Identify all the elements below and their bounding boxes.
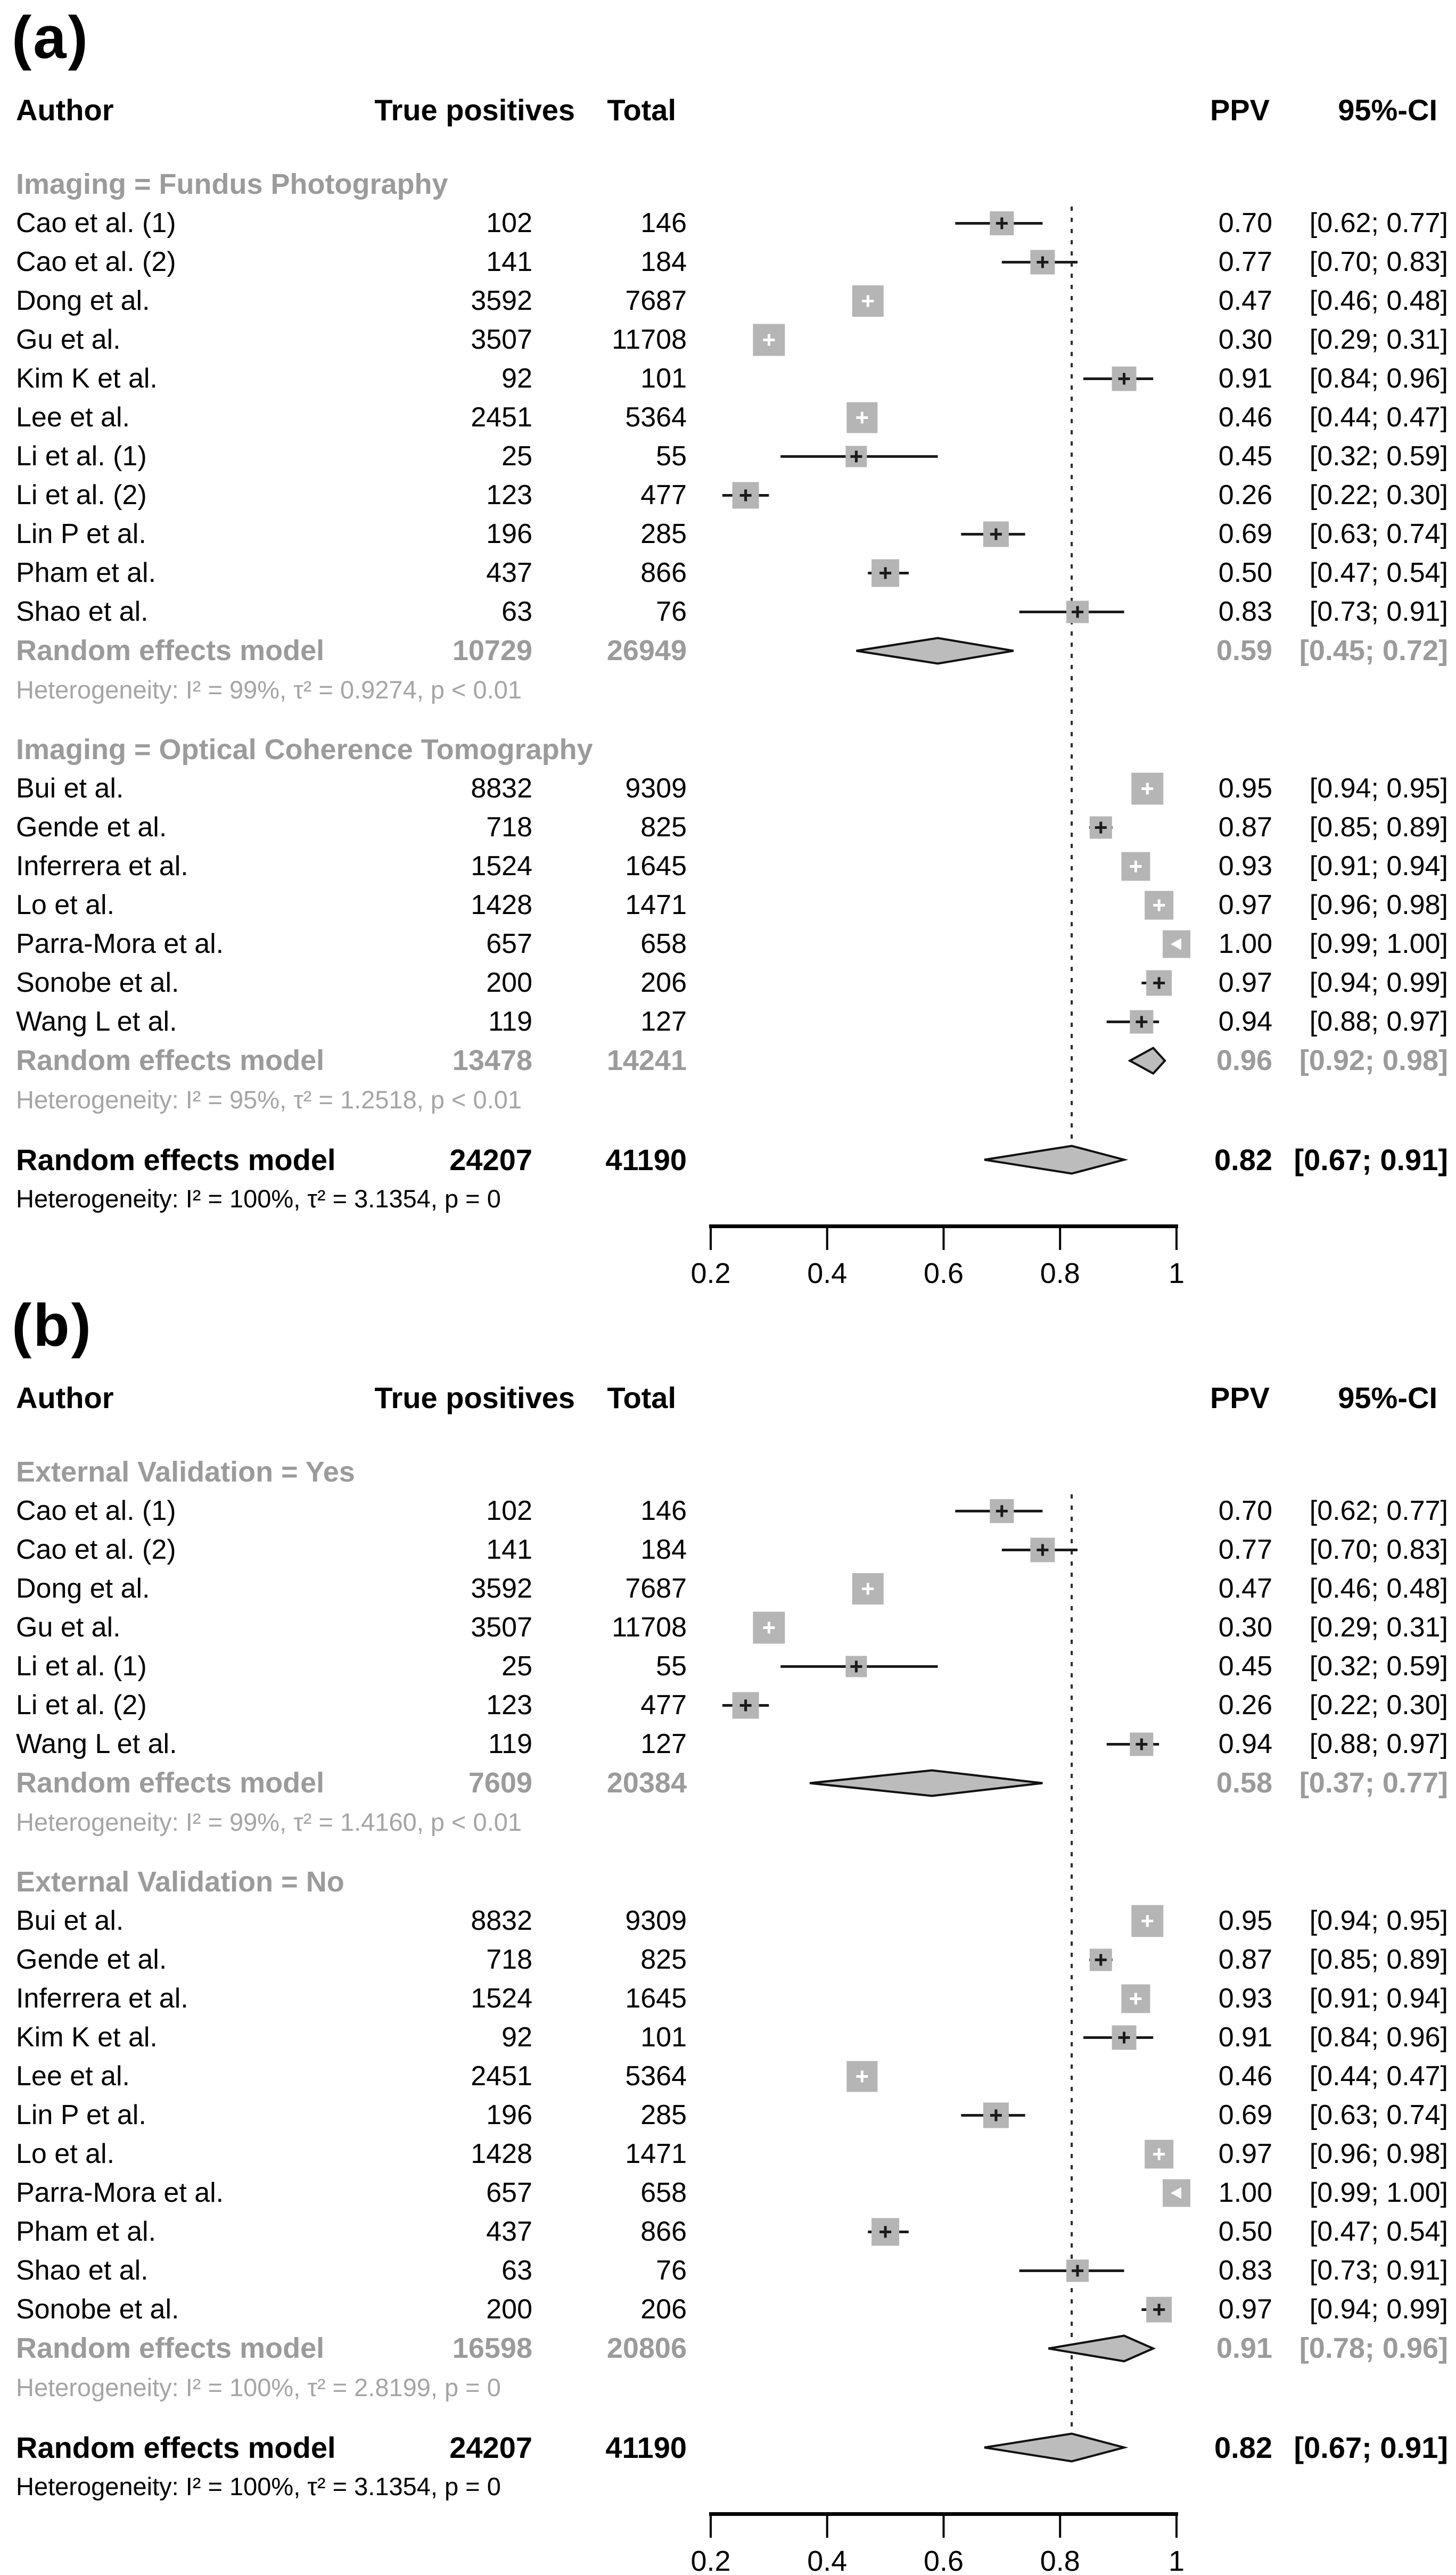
study-row-tp-cell: 3592 xyxy=(471,1573,532,1604)
study-row-ci-cell: [0.94; 0.95] xyxy=(1309,1905,1448,1936)
subgroup-summary-row-tp-cell: 10729 xyxy=(452,635,532,667)
heterogeneity-note: Heterogeneity: I² = 95%, τ² = 1.2518, p < 0.01 xyxy=(16,1085,522,1114)
study-row-ci-cell: [0.73; 0.91] xyxy=(1309,2255,1448,2286)
study-row-total-cell: 9309 xyxy=(625,773,687,804)
axis-tick-label: 0.4 xyxy=(807,1257,848,1287)
study-row-author-cell: Cao et al. (2) xyxy=(16,1534,176,1565)
study-row-ci-cell: [0.84; 0.96] xyxy=(1309,363,1448,394)
study-row-total-cell: 55 xyxy=(656,1651,687,1682)
study-row-ci-cell: [0.62; 0.77] xyxy=(1309,1495,1448,1526)
study-row-ppv-cell: 0.83 xyxy=(1218,2255,1272,2286)
study-row-ppv-cell: 0.97 xyxy=(1218,2138,1272,2169)
study-row-total-cell: 127 xyxy=(640,1729,687,1759)
subgroup-summary-row-total-cell: 20384 xyxy=(606,1767,687,1799)
study-row-tp-cell: 141 xyxy=(486,246,532,277)
study-row-ci-cell: [0.99; 1.00] xyxy=(1309,2177,1448,2208)
study-row-tp-cell: 196 xyxy=(486,2100,532,2130)
study-row-ppv-cell: 0.69 xyxy=(1218,519,1272,549)
study-row-total-cell: 76 xyxy=(656,2255,687,2286)
subgroup-summary-row-ppv-cell: 0.91 xyxy=(1216,2332,1272,2364)
study-row-total-cell: 866 xyxy=(640,2216,687,2247)
study-row-total-cell: 7687 xyxy=(625,1573,687,1604)
study-row-author-cell: Lin P et al. xyxy=(16,2100,146,2130)
study-row-ci-cell: [0.94; 0.99] xyxy=(1309,2294,1448,2325)
study-row-ci-cell: [0.63; 0.74] xyxy=(1309,519,1448,549)
study-row-tp-cell: 657 xyxy=(486,928,532,959)
column-header-true-positives: True positives xyxy=(374,1381,575,1414)
study-row-author-cell: Cao et al. (1) xyxy=(16,1495,176,1526)
study-row-total-cell: 7687 xyxy=(625,285,687,316)
study-row-total-cell: 285 xyxy=(640,519,687,549)
study-row-author-cell: Li et al. (2) xyxy=(16,1690,147,1721)
study-row-ppv-cell: 0.95 xyxy=(1218,773,1272,804)
study-row-ci-cell: [0.96; 0.98] xyxy=(1309,2138,1448,2169)
study-row-author-cell: Bui et al. xyxy=(16,1905,124,1936)
study-row-ppv-cell: 0.97 xyxy=(1218,2294,1272,2325)
axis-tick-label: 0.2 xyxy=(690,2545,731,2575)
study-row-ppv-cell: 0.26 xyxy=(1218,480,1272,511)
study-row-author-cell: Dong et al. xyxy=(16,1573,150,1604)
study-row-total-cell: 477 xyxy=(640,1690,687,1721)
subgroup-heading: Imaging = Optical Coherence Tomography xyxy=(16,734,593,766)
study-row-ci-cell: [0.85; 0.89] xyxy=(1309,812,1448,843)
axis-tick-label: 1 xyxy=(1168,2545,1185,2575)
study-row-author-cell: Pham et al. xyxy=(16,557,157,588)
study-row-ci-cell: [0.63; 0.74] xyxy=(1309,2100,1448,2130)
study-row-ppv-cell: 0.93 xyxy=(1218,1983,1272,2014)
study-row-tp-cell: 119 xyxy=(488,1006,532,1037)
study-row-total-cell: 146 xyxy=(640,1495,687,1526)
study-row-author-cell: Lee et al. xyxy=(16,2061,130,2092)
overall-summary-row-ci-cell: [0.67; 0.91] xyxy=(1294,1143,1448,1177)
summary-diamond xyxy=(1048,2336,1153,2362)
overall-summary-row-total-cell: 41190 xyxy=(605,2431,687,2464)
study-row-total-cell: 477 xyxy=(640,480,687,511)
overall-heterogeneity-note: Heterogeneity: I² = 100%, τ² = 3.1354, p = 0 xyxy=(16,1184,501,1213)
study-row-ppv-cell: 0.94 xyxy=(1218,1006,1272,1037)
study-row-ppv-cell: 0.70 xyxy=(1218,1495,1272,1526)
subgroup-summary-row-author-cell: Random effects model xyxy=(16,635,325,667)
study-row-tp-cell: 196 xyxy=(486,519,532,549)
study-row-tp-cell: 8832 xyxy=(471,773,532,804)
study-row-ci-cell: [0.70; 0.83] xyxy=(1309,246,1448,277)
column-header-ci: 95%-CI xyxy=(1338,93,1437,127)
study-row-tp-cell: 123 xyxy=(486,1690,532,1721)
study-row-tp-cell: 25 xyxy=(501,1651,532,1682)
study-row-total-cell: 9309 xyxy=(625,1905,687,1936)
study-row-total-cell: 146 xyxy=(640,208,687,238)
study-row-ci-cell: [0.44; 0.47] xyxy=(1309,402,1448,433)
subgroup-summary-row-tp-cell: 13478 xyxy=(452,1044,532,1076)
study-row-ci-cell: [0.22; 0.30] xyxy=(1309,1690,1448,1721)
study-row-total-cell: 866 xyxy=(640,557,687,588)
study-row-tp-cell: 657 xyxy=(486,2177,532,2208)
study-row-tp-cell: 437 xyxy=(486,2216,532,2247)
study-row-author-cell: Bui et al. xyxy=(16,773,124,804)
study-row-tp-cell: 63 xyxy=(501,596,532,627)
subgroup-summary-row-tp-cell: 7609 xyxy=(468,1767,532,1799)
study-row-ppv-cell: 0.77 xyxy=(1218,1534,1272,1565)
study-row-ci-cell: [0.46; 0.48] xyxy=(1309,285,1448,316)
axis-tick-label: 0.6 xyxy=(923,1257,964,1287)
study-row-total-cell: 76 xyxy=(656,596,687,627)
study-row-ci-cell: [0.32; 0.59] xyxy=(1309,1651,1448,1682)
study-row-ppv-cell: 0.91 xyxy=(1218,2022,1272,2053)
overall-summary-row-ppv-cell: 0.82 xyxy=(1214,2431,1272,2464)
study-row-tp-cell: 2451 xyxy=(471,402,532,433)
study-row-author-cell: Sonobe et al. xyxy=(16,967,179,998)
study-row-ppv-cell: 0.87 xyxy=(1218,812,1272,843)
study-row-tp-cell: 123 xyxy=(486,480,532,511)
study-row-tp-cell: 3507 xyxy=(471,1612,532,1643)
subgroup-summary-row-ppv-cell: 0.59 xyxy=(1216,635,1272,667)
study-row-ppv-cell: 0.97 xyxy=(1218,967,1272,998)
subgroup-summary-row-ci-cell: [0.92; 0.98] xyxy=(1299,1044,1448,1076)
study-row-tp-cell: 63 xyxy=(501,2255,532,2286)
study-row-ci-cell: [0.29; 0.31] xyxy=(1309,1612,1448,1643)
study-row-total-cell: 184 xyxy=(640,1534,687,1565)
study-row-ci-cell: [0.73; 0.91] xyxy=(1309,596,1448,627)
study-row-author-cell: Parra-Mora et al. xyxy=(16,928,224,959)
study-row-author-cell: Sonobe et al. xyxy=(16,2294,179,2325)
column-header-ppv: PPV xyxy=(1210,1381,1270,1414)
study-row-ci-cell: [0.91; 0.94] xyxy=(1309,851,1448,882)
study-row-tp-cell: 1428 xyxy=(471,890,532,920)
column-header-true-positives: True positives xyxy=(374,93,575,127)
column-header-total: Total xyxy=(607,93,676,127)
study-row-ci-cell: [0.99; 1.00] xyxy=(1309,928,1448,959)
study-row-ci-cell: [0.94; 0.95] xyxy=(1309,773,1448,804)
axis-tick-label: 0.6 xyxy=(923,2545,964,2575)
study-row-tp-cell: 1524 xyxy=(471,1983,532,2014)
subgroup-summary-row-ci-cell: [0.78; 0.96] xyxy=(1299,2332,1448,2364)
study-row-tp-cell: 119 xyxy=(488,1729,532,1759)
summary-diamond xyxy=(810,1771,1043,1796)
study-row-ppv-cell: 0.97 xyxy=(1218,890,1272,920)
study-row-tp-cell: 3592 xyxy=(471,285,532,316)
study-row-author-cell: Shao et al. xyxy=(16,596,149,627)
study-row-total-cell: 825 xyxy=(640,1944,687,1975)
subgroup-summary-row-ppv-cell: 0.58 xyxy=(1216,1767,1272,1799)
study-row-tp-cell: 92 xyxy=(501,363,532,394)
study-row-ppv-cell: 1.00 xyxy=(1218,928,1272,959)
heterogeneity-note: Heterogeneity: I² = 99%, τ² = 1.4160, p < 0.01 xyxy=(16,1808,522,1836)
overall-summary-row-ci-cell: [0.67; 0.91] xyxy=(1294,2431,1448,2464)
study-row-ppv-cell: 0.87 xyxy=(1218,1944,1272,1975)
study-row-author-cell: Dong et al. xyxy=(16,285,150,316)
study-row-ppv-cell: 1.00 xyxy=(1218,2177,1272,2208)
study-row-ppv-cell: 0.50 xyxy=(1218,557,1272,588)
study-row-ppv-cell: 0.26 xyxy=(1218,1690,1272,1721)
study-row-tp-cell: 437 xyxy=(486,557,532,588)
study-row-total-cell: 11708 xyxy=(612,324,687,355)
subgroup-heading: External Validation = No xyxy=(16,1866,344,1898)
study-row-ppv-cell: 0.93 xyxy=(1218,851,1272,882)
study-row-ci-cell: [0.85; 0.89] xyxy=(1309,1944,1448,1975)
study-row-author-cell: Gende et al. xyxy=(16,1944,167,1975)
study-row-ci-cell: [0.84; 0.96] xyxy=(1309,2022,1448,2053)
study-row-author-cell: Cao et al. (1) xyxy=(16,208,176,238)
study-row-ci-cell: [0.46; 0.48] xyxy=(1309,1573,1448,1604)
study-row-author-cell: Li et al. (1) xyxy=(16,1651,147,1682)
study-row-tp-cell: 102 xyxy=(486,208,532,238)
subgroup-summary-row-ppv-cell: 0.96 xyxy=(1216,1044,1272,1076)
column-header-total: Total xyxy=(607,1381,676,1414)
study-row-tp-cell: 1428 xyxy=(471,2138,532,2169)
study-row-total-cell: 658 xyxy=(640,928,687,959)
study-row-total-cell: 1645 xyxy=(625,851,687,882)
study-row-total-cell: 5364 xyxy=(625,402,687,433)
study-row-total-cell: 11708 xyxy=(612,1612,687,1643)
study-row-ppv-cell: 0.69 xyxy=(1218,2100,1272,2130)
subgroup-summary-row-author-cell: Random effects model xyxy=(16,2332,325,2364)
column-header-author: Author xyxy=(16,1381,114,1414)
study-row-tp-cell: 8832 xyxy=(471,1905,532,1936)
study-row-total-cell: 206 xyxy=(640,2294,687,2325)
overall-summary-row-ppv-cell: 0.82 xyxy=(1214,1143,1272,1177)
study-row-tp-cell: 141 xyxy=(486,1534,532,1565)
subgroup-summary-row-ci-cell: [0.37; 0.77] xyxy=(1299,1767,1448,1799)
study-row-total-cell: 55 xyxy=(656,441,687,472)
study-row-ci-cell: [0.62; 0.77] xyxy=(1309,208,1448,238)
subgroup-heading: External Validation = Yes xyxy=(16,1456,355,1488)
study-row-ci-cell: [0.47; 0.54] xyxy=(1309,2216,1448,2247)
subgroup-summary-row-ci-cell: [0.45; 0.72] xyxy=(1299,635,1448,667)
study-row-ppv-cell: 0.47 xyxy=(1218,285,1272,316)
study-row-author-cell: Li et al. (2) xyxy=(16,480,147,511)
study-row-author-cell: Cao et al. (2) xyxy=(16,246,176,277)
axis-tick-label: 0.4 xyxy=(807,2545,848,2575)
study-row-ci-cell: [0.88; 0.97] xyxy=(1309,1729,1448,1759)
panel-label: (a) xyxy=(12,4,89,71)
study-row-total-cell: 1471 xyxy=(625,890,687,920)
subgroup-summary-row-tp-cell: 16598 xyxy=(452,2332,532,2364)
study-row-author-cell: Gende et al. xyxy=(16,812,167,843)
study-row-author-cell: Parra-Mora et al. xyxy=(16,2177,224,2208)
study-row-tp-cell: 1524 xyxy=(471,851,532,882)
study-row-total-cell: 658 xyxy=(640,2177,687,2208)
study-row-tp-cell: 92 xyxy=(501,2022,532,2053)
column-header-ppv: PPV xyxy=(1210,93,1270,127)
study-row-ppv-cell: 0.30 xyxy=(1218,324,1272,355)
study-row-total-cell: 5364 xyxy=(625,2061,687,2092)
study-row-author-cell: Inferrera et al. xyxy=(16,851,188,882)
study-row-ci-cell: [0.96; 0.98] xyxy=(1309,890,1448,920)
study-row-tp-cell: 25 xyxy=(501,441,532,472)
study-row-tp-cell: 2451 xyxy=(471,2061,532,2092)
subgroup-summary-row-total-cell: 20806 xyxy=(606,2332,687,2364)
column-header-author: Author xyxy=(16,93,114,127)
study-row-ci-cell: [0.29; 0.31] xyxy=(1309,324,1448,355)
study-row-author-cell: Lin P et al. xyxy=(16,519,146,549)
study-row-author-cell: Li et al. (1) xyxy=(16,441,147,472)
study-row-ci-cell: [0.94; 0.99] xyxy=(1309,967,1448,998)
study-row-ppv-cell: 0.83 xyxy=(1218,596,1272,627)
overall-summary-row-author-cell: Random effects model xyxy=(16,1143,336,1177)
panel-label: (b) xyxy=(12,1292,93,1359)
study-row-total-cell: 101 xyxy=(640,363,687,394)
study-row-ci-cell: [0.88; 0.97] xyxy=(1309,1006,1448,1037)
forest-panel xyxy=(0,1288,1456,2575)
study-row-author-cell: Wang L et al. xyxy=(16,1006,177,1037)
study-row-ci-cell: [0.22; 0.30] xyxy=(1309,480,1448,511)
study-row-author-cell: Lo et al. xyxy=(16,890,115,920)
study-row-ppv-cell: 0.46 xyxy=(1218,402,1272,433)
study-row-total-cell: 1645 xyxy=(625,1983,687,2014)
subgroup-summary-row-author-cell: Random effects model xyxy=(16,1044,325,1076)
study-row-author-cell: Shao et al. xyxy=(16,2255,149,2286)
study-row-tp-cell: 200 xyxy=(486,2294,532,2325)
study-row-total-cell: 1471 xyxy=(625,2138,687,2169)
study-row-ppv-cell: 0.46 xyxy=(1218,2061,1272,2092)
heterogeneity-note: Heterogeneity: I² = 99%, τ² = 0.9274, p < 0.01 xyxy=(16,676,522,704)
axis-tick-label: 0.8 xyxy=(1040,2545,1080,2575)
study-row-ppv-cell: 0.77 xyxy=(1218,246,1272,277)
study-row-total-cell: 184 xyxy=(640,246,687,277)
study-row-ci-cell: [0.47; 0.54] xyxy=(1309,557,1448,588)
study-row-tp-cell: 718 xyxy=(486,812,532,843)
study-row-ci-cell: [0.91; 0.94] xyxy=(1309,1983,1448,2014)
overall-summary-row-total-cell: 41190 xyxy=(605,1143,687,1177)
study-row-ppv-cell: 0.45 xyxy=(1218,441,1272,472)
study-row-ci-cell: [0.32; 0.59] xyxy=(1309,441,1448,472)
summary-diamond xyxy=(984,1146,1124,1174)
study-row-ppv-cell: 0.91 xyxy=(1218,363,1272,394)
study-row-author-cell: Kim K et al. xyxy=(16,2022,158,2053)
study-row-author-cell: Gu et al. xyxy=(16,1612,121,1643)
study-row-author-cell: Lo et al. xyxy=(16,2138,115,2169)
study-row-author-cell: Lee et al. xyxy=(16,402,130,433)
study-row-ppv-cell: 0.47 xyxy=(1218,1573,1272,1604)
study-row-author-cell: Wang L et al. xyxy=(16,1729,177,1759)
forest-panel xyxy=(0,0,1456,1287)
study-row-ci-cell: [0.44; 0.47] xyxy=(1309,2061,1448,2092)
overall-summary-row-tp-cell: 24207 xyxy=(449,2431,532,2464)
study-row-total-cell: 127 xyxy=(640,1006,687,1037)
summary-diamond xyxy=(856,638,1013,664)
study-row-tp-cell: 718 xyxy=(486,1944,532,1975)
subgroup-heading: Imaging = Fundus Photography xyxy=(16,168,448,200)
axis-tick-label: 0.8 xyxy=(1040,1257,1080,1287)
study-row-ppv-cell: 0.50 xyxy=(1218,2216,1272,2247)
study-row-ppv-cell: 0.94 xyxy=(1218,1729,1272,1759)
column-header-ci: 95%-CI xyxy=(1338,1381,1437,1414)
study-row-author-cell: Kim K et al. xyxy=(16,363,158,394)
study-row-tp-cell: 102 xyxy=(486,1495,532,1526)
study-row-total-cell: 101 xyxy=(640,2022,687,2053)
subgroup-summary-row-author-cell: Random effects model xyxy=(16,1767,325,1799)
subgroup-summary-row-total-cell: 14241 xyxy=(606,1044,687,1076)
overall-summary-row-tp-cell: 24207 xyxy=(449,1143,532,1177)
axis-tick-label: 0.2 xyxy=(690,1257,731,1287)
study-row-ppv-cell: 0.70 xyxy=(1218,208,1272,238)
axis-tick-label: 1 xyxy=(1168,1257,1185,1287)
summary-diamond xyxy=(984,2434,1124,2462)
study-row-author-cell: Gu et al. xyxy=(16,324,121,355)
heterogeneity-note: Heterogeneity: I² = 100%, τ² = 2.8199, p = 0 xyxy=(16,2373,501,2401)
study-row-tp-cell: 200 xyxy=(486,967,532,998)
study-row-total-cell: 825 xyxy=(640,812,687,843)
study-row-ci-cell: [0.70; 0.83] xyxy=(1309,1534,1448,1565)
study-row-tp-cell: 3507 xyxy=(471,324,532,355)
overall-heterogeneity-note: Heterogeneity: I² = 100%, τ² = 3.1354, p = 0 xyxy=(16,2472,501,2500)
overall-summary-row-author-cell: Random effects model xyxy=(16,2431,336,2464)
subgroup-summary-row-total-cell: 26949 xyxy=(606,635,687,667)
study-row-author-cell: Inferrera et al. xyxy=(16,1983,188,2014)
study-row-ppv-cell: 0.95 xyxy=(1218,1905,1272,1936)
study-row-total-cell: 285 xyxy=(640,2100,687,2130)
study-row-author-cell: Pham et al. xyxy=(16,2216,157,2247)
study-row-ppv-cell: 0.45 xyxy=(1218,1651,1272,1682)
study-row-total-cell: 206 xyxy=(640,967,687,998)
study-row-ppv-cell: 0.30 xyxy=(1218,1612,1272,1643)
